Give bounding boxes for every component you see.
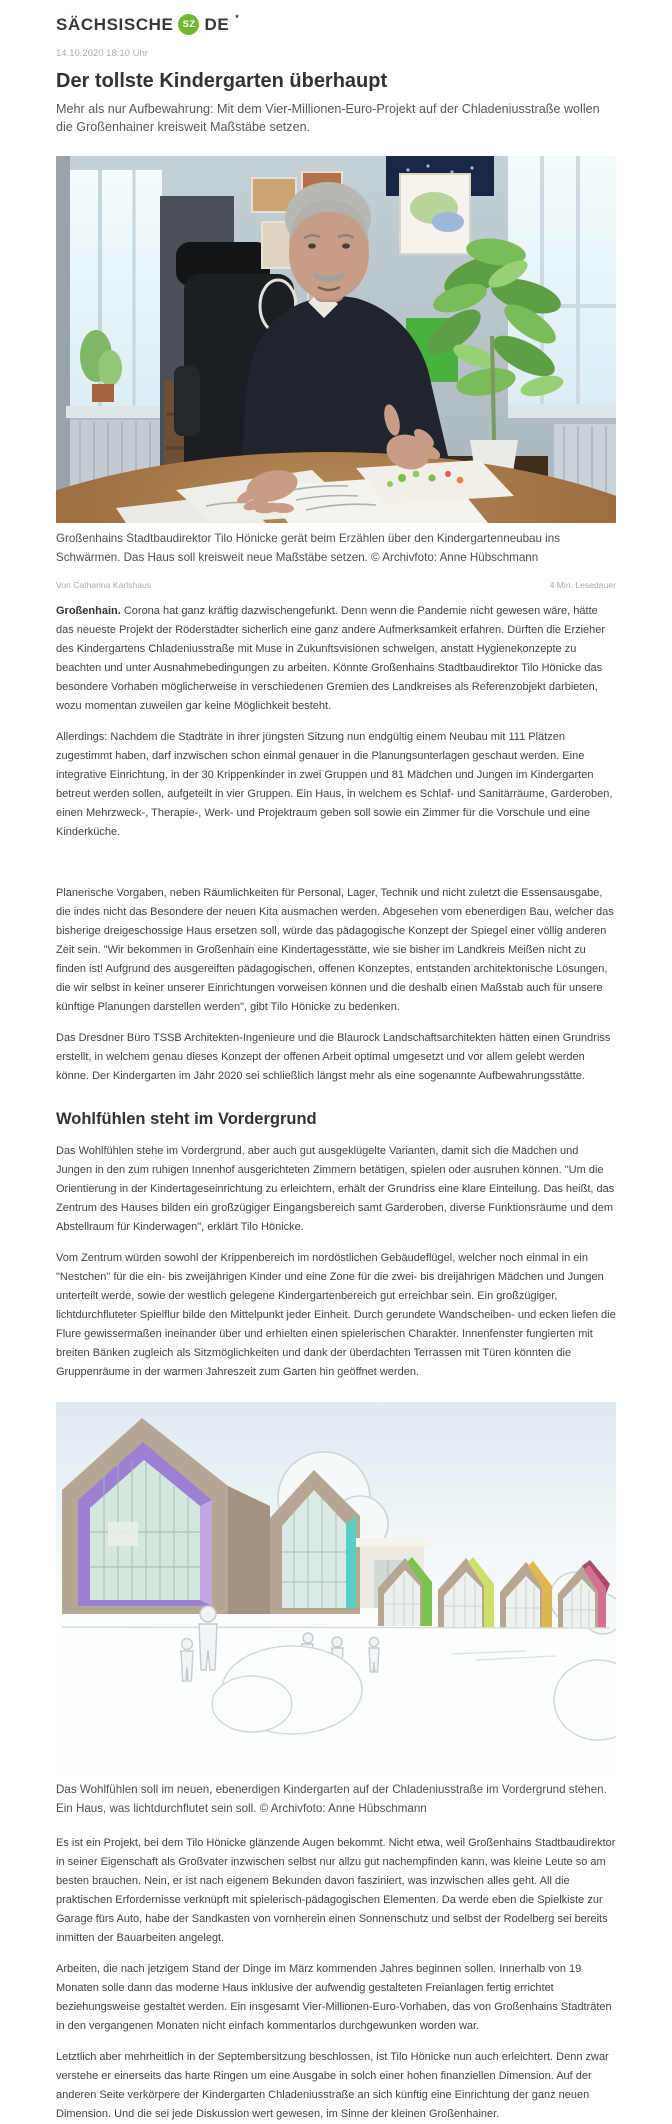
site-header bbox=[56, 14, 616, 35]
brand-wordmark-left: SÄCHSISCHE bbox=[56, 14, 174, 34]
hero-photo bbox=[56, 156, 616, 523]
article-teaser: Mehr als nur Aufbewahrung: Mit dem Vier-Millionen-Euro-Projekt auf der Chladeniusstraße wollen die Großenhainer kreisweit Maßstäbe setzen. bbox=[56, 102, 600, 134]
brand-logo[interactable] bbox=[56, 14, 616, 35]
paragraph-9: Letztlich aber mehrheitlich in der Septembersitzung beschlossen, ist Tilo Hönicke nun auch erleichtert. Denn zwar verstehe er einerseits das harte Ringen um eine Ausgabe in solch einer hohen finanziellen Dimension. Auf der anderen Seite verkörpere der Kindergarten Chladeniusstraße an sich künftig eine Einrichtung der ganz neuen Dimension. Und die sei jede Diskussion wert gewesen, im Sinne der kleinen Großenhainer. bbox=[56, 2051, 609, 2120]
paragraph-5: Das Wohlfühlen stehe im Vordergrund, aber auch gut ausgeklügelte Varianten, damit sich die Mädchen und Jungen in den zum ruhigen Innenhof ausgerichteten Zimmern betätigen, spielen oder ausruhen können. "Um die Orientierung in der Kindertageseinrichtung zu erleichtern, erhält der Grundriss eine klare Einteilung. Das heißt, das Zentrum des Hauses bilden ein großzügiger Eingangsbereich samt Garderoben, diverse Funktionsräume und dem Abstellraum für Kinderwagen", erklärt Tilo Hönicke. bbox=[56, 1145, 615, 1233]
byline: Von Catharina Karlshaus bbox=[56, 580, 152, 590]
publish-date: 14.10.2020 18:10 Uhr bbox=[56, 48, 148, 59]
article-meta bbox=[56, 580, 616, 590]
sz-badge-icon: SZ bbox=[178, 14, 199, 35]
paragraph-4: Das Dresdner Büro TSSB Architekten-Ingenieure und die Blaurock Landschaftsarchitekten hätten einen Grundriss erstellt, in welchem genau dieses Konzept der offenen Arbeit optimal umgesetzt und vor allem gelebt werden könne. Der Kindergarten im Jahr 2020 sei schließlich längst mehr als eine sogenannte Aufbewahrungsstätte. bbox=[56, 1032, 611, 1082]
page-title: Der tollste Kindergarten überhaupt bbox=[56, 70, 388, 92]
hero-figure bbox=[56, 156, 616, 567]
render-caption: Das Wohlfühlen soll im neuen, ebenerdigen Kindergarten auf der Chladeniusstraße im Vordergrund stehen. Ein Haus, was lichtdurchflutet sein soll. © Archivfoto: Anne Hübschmann bbox=[56, 1783, 607, 1815]
paragraph-7: Es ist ein Projekt, bei dem Tilo Hönicke glänzende Augen bekommt. Nicht etwa, weil Großenhains Stadtbaudirektor in seiner Eigenschaft als Großvater inzwischen selbst nur allzu gut nachempfinden kann, was kleine Leute so am besten brauchen. Nein, er ist nach eigenem Bekunden davon fasziniert, was inzwischen alles geht. All die praktischen Erfordernisse verknüpft mit spielerisch-pädagogischen Elementen. Da werde eben die Spielkiste zur Garage fürs Auto, habe der Sandkasten von vornherein einen Sonnenschutz und selbst der Rodelberg sei bereits inmitten der Bauarbeiten angelegt. bbox=[56, 1837, 616, 1944]
render-figure bbox=[56, 1402, 616, 1818]
brand-wordmark-right: DE bbox=[204, 14, 230, 34]
paragraph-3: Planerische Vorgaben, neben Räumlichkeiten für Personal, Lager, Technik und nicht zuletzt die Essensausgabe, die indes nicht das Besondere der neuen Kita ausmachen werden. Abgesehen vom ebenerdigen Bau, welcher das bisherige dreigeschossige Haus ersetzen soll, würde das pädagogische Konzept der Spiegel einer völlig anderen Zeit sein. "Wir bekommen in Großenhain eine Kindertagesstätte, wie sie bisher im Landkreis Meißen nicht zu finden ist! Aufgrund des ausgereiften pädagogischen, offenen Konzeptes, entstanden architektonische Lösungen, die wir selbst in keiner unserer Einrichtungen vorweisen können und die deshalb einen Maßstab auch für unsere künftige Planungen darstellen werden", gibt Tilo Hönicke zu bedenken. bbox=[56, 887, 614, 1013]
kindergarten-rendering bbox=[56, 1402, 616, 1774]
paragraph-6: Vom Zentrum würden sowohl der Krippenbereich im nordöstlichen Gebäudeflügel, welcher noch einmal in ein "Nestchen" für die ein- bis zweijährigen Kinder und eine Zone für die zwei- bis dreijährigen Mädchen und Jungen unterteilt werde, sowie der westlich gelegene Kindergartenbereich gut erreichbar sein. Ein großzügiger, lichtdurchfluteter Spielflur bilde den Mittelpunkt jeder Einheit. Durch gerundete Wandscheiben- und ecken liefen die Flure gewissermaßen ineinander über und erhielten einen spielerischen Charakter. Innenfenster fungierten mit breiten Bänken zugleich als Sitzmöglichkeiten und dank der überdachten Terrassen mit Türen könnten die Gruppenräume in der warmen Jahreszeit zum Garten hin geöffnet werden. bbox=[56, 1252, 616, 1378]
paragraph-1: Großenhain. Corona hat ganz kräftig dazwischengefunkt. Denn wenn die Pandemie nicht gewesen wäre, hätte das neueste Projekt der Röderstädter sicherlich eine ganz andere Aufmerksamkeit erfahren. Dürften die Erzieher des Kindergartens Chladeniusstraße mit Muse in Zukunftsvisionen schwelgen, anstatt Hygienekonzepte zu beachten und unter Ausnahmebedingungen zu arbeiten. Könnte Großenhains Stadtbaudirektor Tilo Hönicke das besondere Vorhaben möglicherweise in verschiedenen Gremien des Landkreises als Referenzobjekt darbieten, wozu momentan zuweilen gar keine Möglichkeit besteht. bbox=[56, 605, 606, 712]
paragraph-8: Arbeiten, die nach jetzigem Stand der Dinge im März kommenden Jahres beginnen sollen. Innerhalb von 19 Monaten solle dann das moderne Haus inklusive der aufwendig gestalteten Freianlagen fertig errichtet beziehungsweise gestaltet werden. Ein insgesamt Vier-Millionen-Euro-Vorhaben, das von Großenhains Stadträten in den vergangenen Monaten nicht einfach kommentarlos durchgewunken worden war. bbox=[56, 1963, 612, 2032]
hero-caption: Großenhains Stadtbaudirektor Tilo Hönicke gerät beim Erzählen über den Kindergartenneubau ins Schwärmen. Das Haus soll kreisweit neue Maßstäbe setzen. © Archivfoto: Anne Hübschmann bbox=[56, 532, 560, 564]
brand-trademark-icon: * bbox=[235, 13, 239, 23]
paragraph-2: Allerdings: Nachdem die Stadträte in ihrer jüngsten Sitzung nun endgültig einem Neubau mit 111 Plätzen zugestimmt haben, darf inzwischen schon einmal genauer in die Planungsunterlagen geschaut werden. Eine integrative Einrichtung, in der 30 Krippenkinder in zwei Gruppen und 81 Mädchen und Jungen im Kindergarten betreut werden sollen, aufgeteilt in vier Gruppen. Ein Haus, in welchem es Schlaf- und Sanitärräume, Garderoben, einen Mehrzweck-, Therapie-, Werk- und Projektraum geben soll sowie ein Zimmer für die Vorschule und eine Kinderküche. bbox=[56, 731, 613, 838]
section-heading: Wohlfühlen steht im Vordergrund bbox=[56, 1110, 317, 1128]
location-lead: Großenhain. bbox=[56, 605, 121, 617]
reading-time: 4 Min. Lesedauer bbox=[549, 580, 616, 590]
